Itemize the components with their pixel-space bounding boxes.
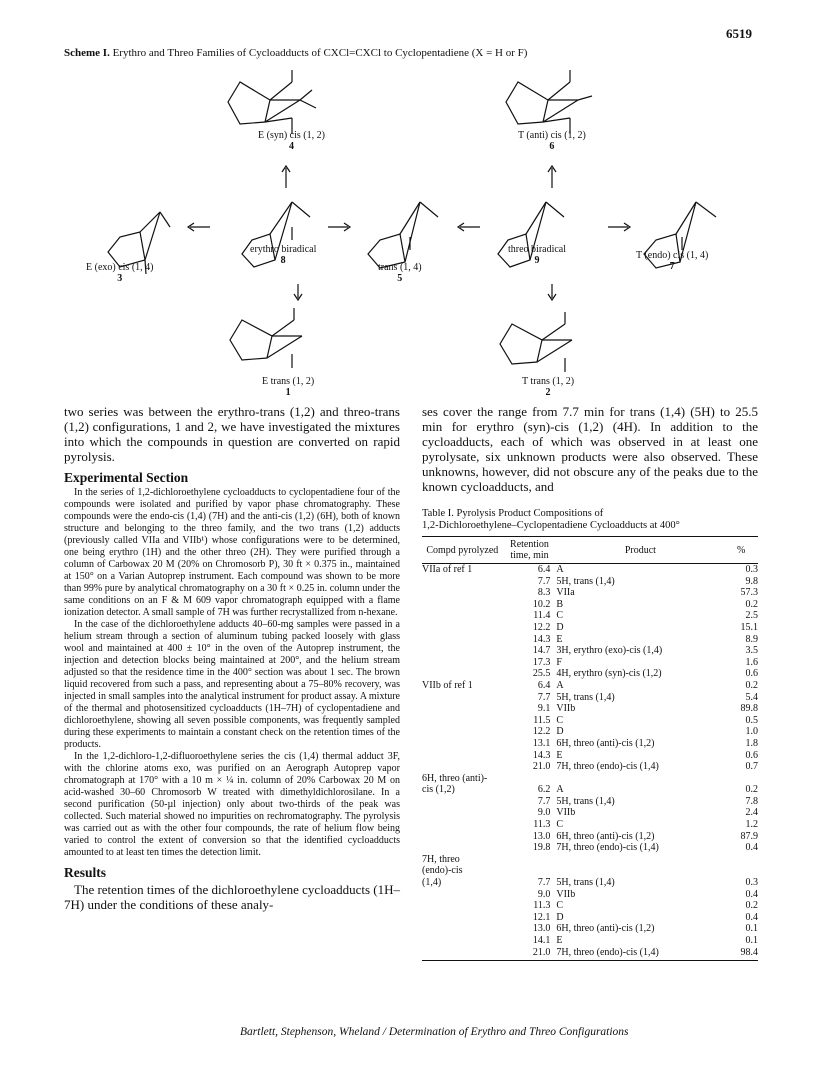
table-cell: 1.2 [745,819,758,831]
table-cell [422,715,503,727]
results-paragraph: The retention times of the dichloroethylene cycloadducts (1H–7H) under the conditions of these analy- [64,882,400,912]
table-cell: E [556,633,563,645]
experimental-paragraph-1: In the series of 1,2-dichloroethylene cycloadducts to cyclopentadiene four of the compounds were isolated and purified by vapor phase chromatography. These compounds were the endo-cis (1,4) (7H) and the anti-cis (1,2) (6H), both of known structure and belonging to the threo family, and the two trans (1,2) adducts (previously called VIIa and VIIb¹) whose configurations were to be determined, one being erythro (1H) and the other threo (2H). They were purified through a column of Carbowax 20 M (20% on Chromosorb P), 30 ft × 0.375 in., maintained at 150° on a Varian Autoprep instrument. Each compound was shown to be more than 99% pure by analytical chromatography on a 30 ft × 0.25 in. column under the same conditions on an F & M 609 vapor chromatograph equipped with a flame ionization detector. A small sample of 7H was further recrystallized from n-hexane. [64,487,400,618]
table-cell: C [556,900,564,912]
table-cell [422,947,503,961]
table-cell: 7H, threo (endo)-cis (1,4) [556,947,724,961]
table-cell: 8.3 [537,587,551,599]
table-cell [422,668,503,680]
table-row [422,680,758,692]
table-cell: 0.4 [745,842,758,854]
table-cell: 14.3 [532,633,551,645]
experimental-paragraph-2: In the case of the dichloroethylene adducts 40–60-mg samples were passed in a helium stream through a section of aluminum tubing packed loosely with glass wool and maintained at 400 ± 10° in the oven of the Autoprep instrument, the injection and detection blocks being maintained at 200°, and the helium stream adjusted so that the residence time in the 400° section was about 1 sec. The brown liquid recovered from such a pass, and representing about a 75–80% recovery, was injected in small samples into the analytical instrument for product assay. A mixture of the thermal and photosensitized cycloadducts (1H–7H) of cyclopentadiene and dichloroethylene, showing all seven possible components, was frequently sampled during these experiments to maintain a constant check on the retention times of the products. [64,619,400,750]
table-cell: 7.7 [537,691,551,703]
table-cell: 0.2 [745,598,758,610]
table-cell: 14.3 [532,749,551,761]
reaction-scheme [60,62,760,402]
table-cell: (1,4) [422,877,442,889]
table-cell: 6.4 [537,679,551,691]
table-cell: 87.9 [740,830,758,842]
experimental-paragraph-3: In the 1,2-dichloro-1,2-difluoroethylene series the cis (1,4) thermal adduct 3F, with the chlorine atoms exo, was purified on an Aerograph Autoprep vapor chromatograph at 170° with a 10 m × ¼ in. column of 20% Carbowax 20 M on acid-washed 30–60 Chromosorb W treated with dimethyldichlorosilane. In a second purification (50-µl injection) only about two-thirds of the peak was collected. Such material showed no impurities on rechromatography. The pyrolysis was carried out as with the other four compounds, the rate of helium flow being varied to control the extent of conversion so that the identified cycloadducts amounted to at least ten times the detection limit. [64,751,400,858]
table-cell: VIIa [556,587,575,599]
table-cell: 6H, threo (anti)-cis (1,2) [556,830,655,842]
table-cell [422,634,503,646]
table-cell: 7H, threo (endo)-cis (1,4) [556,842,659,854]
table-cell: 1.0 [745,726,758,738]
table-cell: 7.8 [745,795,758,807]
table-row [422,947,758,961]
table-row [422,807,758,819]
header-compd: Compd pyrolyzed [422,537,503,564]
table-cell: VIIb [556,703,576,715]
table-cell: E [556,749,563,761]
table-cell: 9.1 [537,703,551,715]
table-row [422,564,758,576]
table-cell: 11.4 [533,610,551,622]
table-cell: 5H, trans (1,4) [556,795,615,807]
table-cell: 3H, erythro (exo)-cis (1,4) [556,645,663,657]
table-cell: VIIb [556,807,576,819]
table-cell: 13.0 [532,830,551,842]
table-cell: 9.0 [537,807,551,819]
table-caption: Table I. Pyrolysis Product Compositions of 1,2-Dichloroethylene–Cyclopentadiene Cycloadducts at 400° [422,508,680,531]
table-cell: 5H, trans (1,4) [556,575,615,587]
table-row [422,738,758,750]
table-cell: 7H, threo [422,853,460,865]
table-cell: 0.4 [745,888,758,900]
table-cell [422,657,503,669]
table-cell: 6.2 [537,784,551,796]
table-cell: 5.4 [745,691,758,703]
table-cell [422,889,503,901]
table-cell [724,865,758,877]
label-compound-3: E (exo) cis (1, 4) 3 [86,262,154,284]
structure-4 [228,70,316,134]
label-compound-9: threo biradical 9 [508,244,567,266]
table-cell [422,900,503,912]
table-cell: D [556,621,564,633]
table-cell: 0.1 [745,923,758,935]
table-cell [724,773,758,785]
table-row [422,923,758,935]
label-compound-8: erythro biradical 8 [250,244,317,266]
results-heading: Results [64,865,107,880]
table-cell: VIIb of ref 1 [422,679,473,691]
table-cell: 0.7 [745,761,758,773]
structure-2 [500,312,572,372]
table-cell: C [556,819,564,831]
label-compound-2: T trans (1, 2) 2 [522,376,575,398]
table-cell: 1.6 [745,656,758,668]
table-cell: 11.5 [533,714,551,726]
table-cell: 21.0 [532,761,551,773]
table-cell: B [556,598,564,610]
table-row [422,831,758,843]
table-row [422,715,758,727]
table-cell [422,750,503,762]
table-cell: 3.5 [745,645,758,657]
table-cell: cis (1,2) [422,784,455,796]
table-cell: A [556,784,564,796]
table-cell: 2.5 [745,610,758,622]
table-row [422,912,758,924]
table-row [422,784,758,796]
table-cell: 0.5 [745,714,758,726]
table-row [422,576,758,588]
table-cell [422,935,503,947]
table-cell: 0.3 [745,564,758,575]
pyrolysis-table [422,536,758,961]
table-cell [556,865,724,877]
structure-1 [230,308,302,368]
table-row [422,877,758,889]
table-cell: 0.1 [745,935,758,946]
table-cell [422,599,503,611]
label-compound-1: E trans (1, 2) 1 [262,376,315,398]
table-cell: D [556,911,564,923]
table-cell [422,610,503,622]
table-cell: 17.3 [532,656,551,668]
table-cell [422,912,503,924]
table-cell: E [556,935,563,946]
table-cell [422,703,503,715]
table-cell: 6H, threo (anti)-cis (1,2) [556,737,655,749]
table-cell [422,645,503,657]
table-cell: A [556,679,564,691]
table-row [422,692,758,704]
right-column [422,404,758,961]
table-cell [422,831,503,843]
table-cell [422,842,503,854]
table-row [422,773,758,785]
table-cell: 7.7 [537,575,551,587]
table-cell: VIIa of ref 1 [422,564,473,575]
table-cell [503,854,557,866]
table-cell [422,692,503,704]
table-cell [422,923,503,935]
table-cell [556,773,724,785]
table-row [422,645,758,657]
structure-5 [368,202,438,268]
table-row [422,854,758,866]
table-row [422,622,758,634]
table-cell [422,761,503,773]
table-row [422,634,758,646]
label-compound-5: trans (1, 4) 5 [378,262,422,284]
table-cell: 10.2 [532,598,551,610]
table-cell [422,726,503,738]
table-row [422,703,758,715]
table-cell [422,587,503,599]
table-cell: D [556,726,564,738]
table-cell: 21.0 [503,947,557,961]
table-row [422,610,758,622]
table-cell: 57.3 [740,587,758,599]
label-compound-7: T (endo) cis (1, 4) 7 [636,250,709,272]
table-row [422,935,758,947]
table-cell: 12.2 [532,621,551,633]
table-cell: 6H, threo (anti)- [422,772,488,784]
table-row [422,726,758,738]
table-cell: 89.8 [740,703,758,715]
table-cell: 13.0 [532,923,551,935]
table-cell [422,738,503,750]
table-row [422,900,758,912]
table-cell [503,865,557,877]
table-cell [422,576,503,588]
table-cell: 9.8 [745,575,758,587]
experimental-heading: Experimental Section [64,470,189,485]
table-cell: 6H, threo (anti)-cis (1,2) [556,923,655,935]
table-row [422,819,758,831]
table-cell: 0.3 [745,877,758,889]
table-cell [422,819,503,831]
table-cell: 14.1 [532,935,551,946]
right-paragraph: ses cover the range from 7.7 min for trans (1,4) (5H) to 25.5 min for erythro (syn)-cis (1,2) (4H). In addition to the cycloadducts, each of which was observed in at least one pyrolysate, six unknown products were also observed. These unknowns, however, did not obscure any of the peaks due to the known cycloadducts, and [422,404,758,494]
scheme-title: Erythro and Threo Families of Cycloadducts of CXCl=CXCl to Cyclopentadiene (X = H or F) [112,47,528,59]
table-cell: 2.4 [745,807,758,819]
table-cell: C [556,714,564,726]
table-row [422,668,758,680]
table-cell: 15.1 [740,621,758,633]
table-row [422,842,758,854]
table-cell [556,854,724,866]
left-column [64,404,400,912]
table-cell: 7.7 [537,877,551,889]
table-cell: 0.4 [745,911,758,923]
intro-paragraph: two series was between the erythro-trans (1,2) and threo-trans (1,2) configurations, 1 and 2, we have investigated the mixtures into which the compounds in question are converted on rapid pyrolysis. [64,404,400,464]
structure-6 [506,70,592,134]
table-cell: 0.2 [745,679,758,691]
table-cell [422,796,503,808]
page-footer: Bartlett, Stephenson, Wheland / Determination of Erythro and Threo Configurations [240,1026,629,1038]
table-cell: 5H, trans (1,4) [556,877,615,889]
label-compound-4: E (syn) cis (1, 2) 4 [258,130,325,152]
table-row [422,865,758,877]
table-row [422,796,758,808]
table-cell: 14.7 [532,645,551,657]
table-cell: 11.3 [533,900,551,912]
table-cell: 0.6 [745,668,758,680]
page-number: 6519 [726,26,752,41]
table-cell: 25.5 [532,668,551,680]
table-row [422,750,758,762]
table-cell: 4H, erythro (syn)-cis (1,2) [556,668,662,680]
header-percent: % [724,537,758,564]
table-cell: 1.8 [745,737,758,749]
table-cell: 0.2 [745,900,758,912]
table-cell: C [556,610,564,622]
table-cell: 7H, threo (endo)-cis (1,4) [556,761,659,773]
table-cell [422,622,503,634]
table-cell [724,854,758,866]
table-row [422,889,758,901]
table-cell [422,807,503,819]
table-cell: 0.2 [745,784,758,796]
table-row [422,761,758,773]
table-row [422,657,758,669]
table-cell [503,773,557,785]
table-cell: 6.4 [537,564,551,575]
label-compound-6: T (anti) cis (1, 2) 6 [518,130,586,152]
table-cell: 8.9 [745,633,758,645]
table-cell: (endo)-cis [422,865,463,877]
table-cell: 98.4 [724,947,758,961]
table-cell: 11.3 [533,819,551,831]
table-cell: 13.1 [532,737,551,749]
table-cell: 9.0 [537,888,551,900]
header-product: Product [556,537,724,564]
table-row [422,599,758,611]
scheme-label: Scheme I. [64,47,110,59]
table-cell: 19.8 [532,842,551,854]
table-cell: 0.6 [745,749,758,761]
table-cell: F [556,656,562,668]
scheme-caption [64,47,527,59]
table-cell: 7.7 [537,795,551,807]
table-cell: VIIb [556,888,576,900]
table-cell: 5H, trans (1,4) [556,691,615,703]
table-cell: A [556,564,564,575]
table-cell: 12.1 [532,911,551,923]
table-cell: 12.2 [532,726,551,738]
header-retention: Retention time, min [503,537,557,564]
table-row [422,587,758,599]
